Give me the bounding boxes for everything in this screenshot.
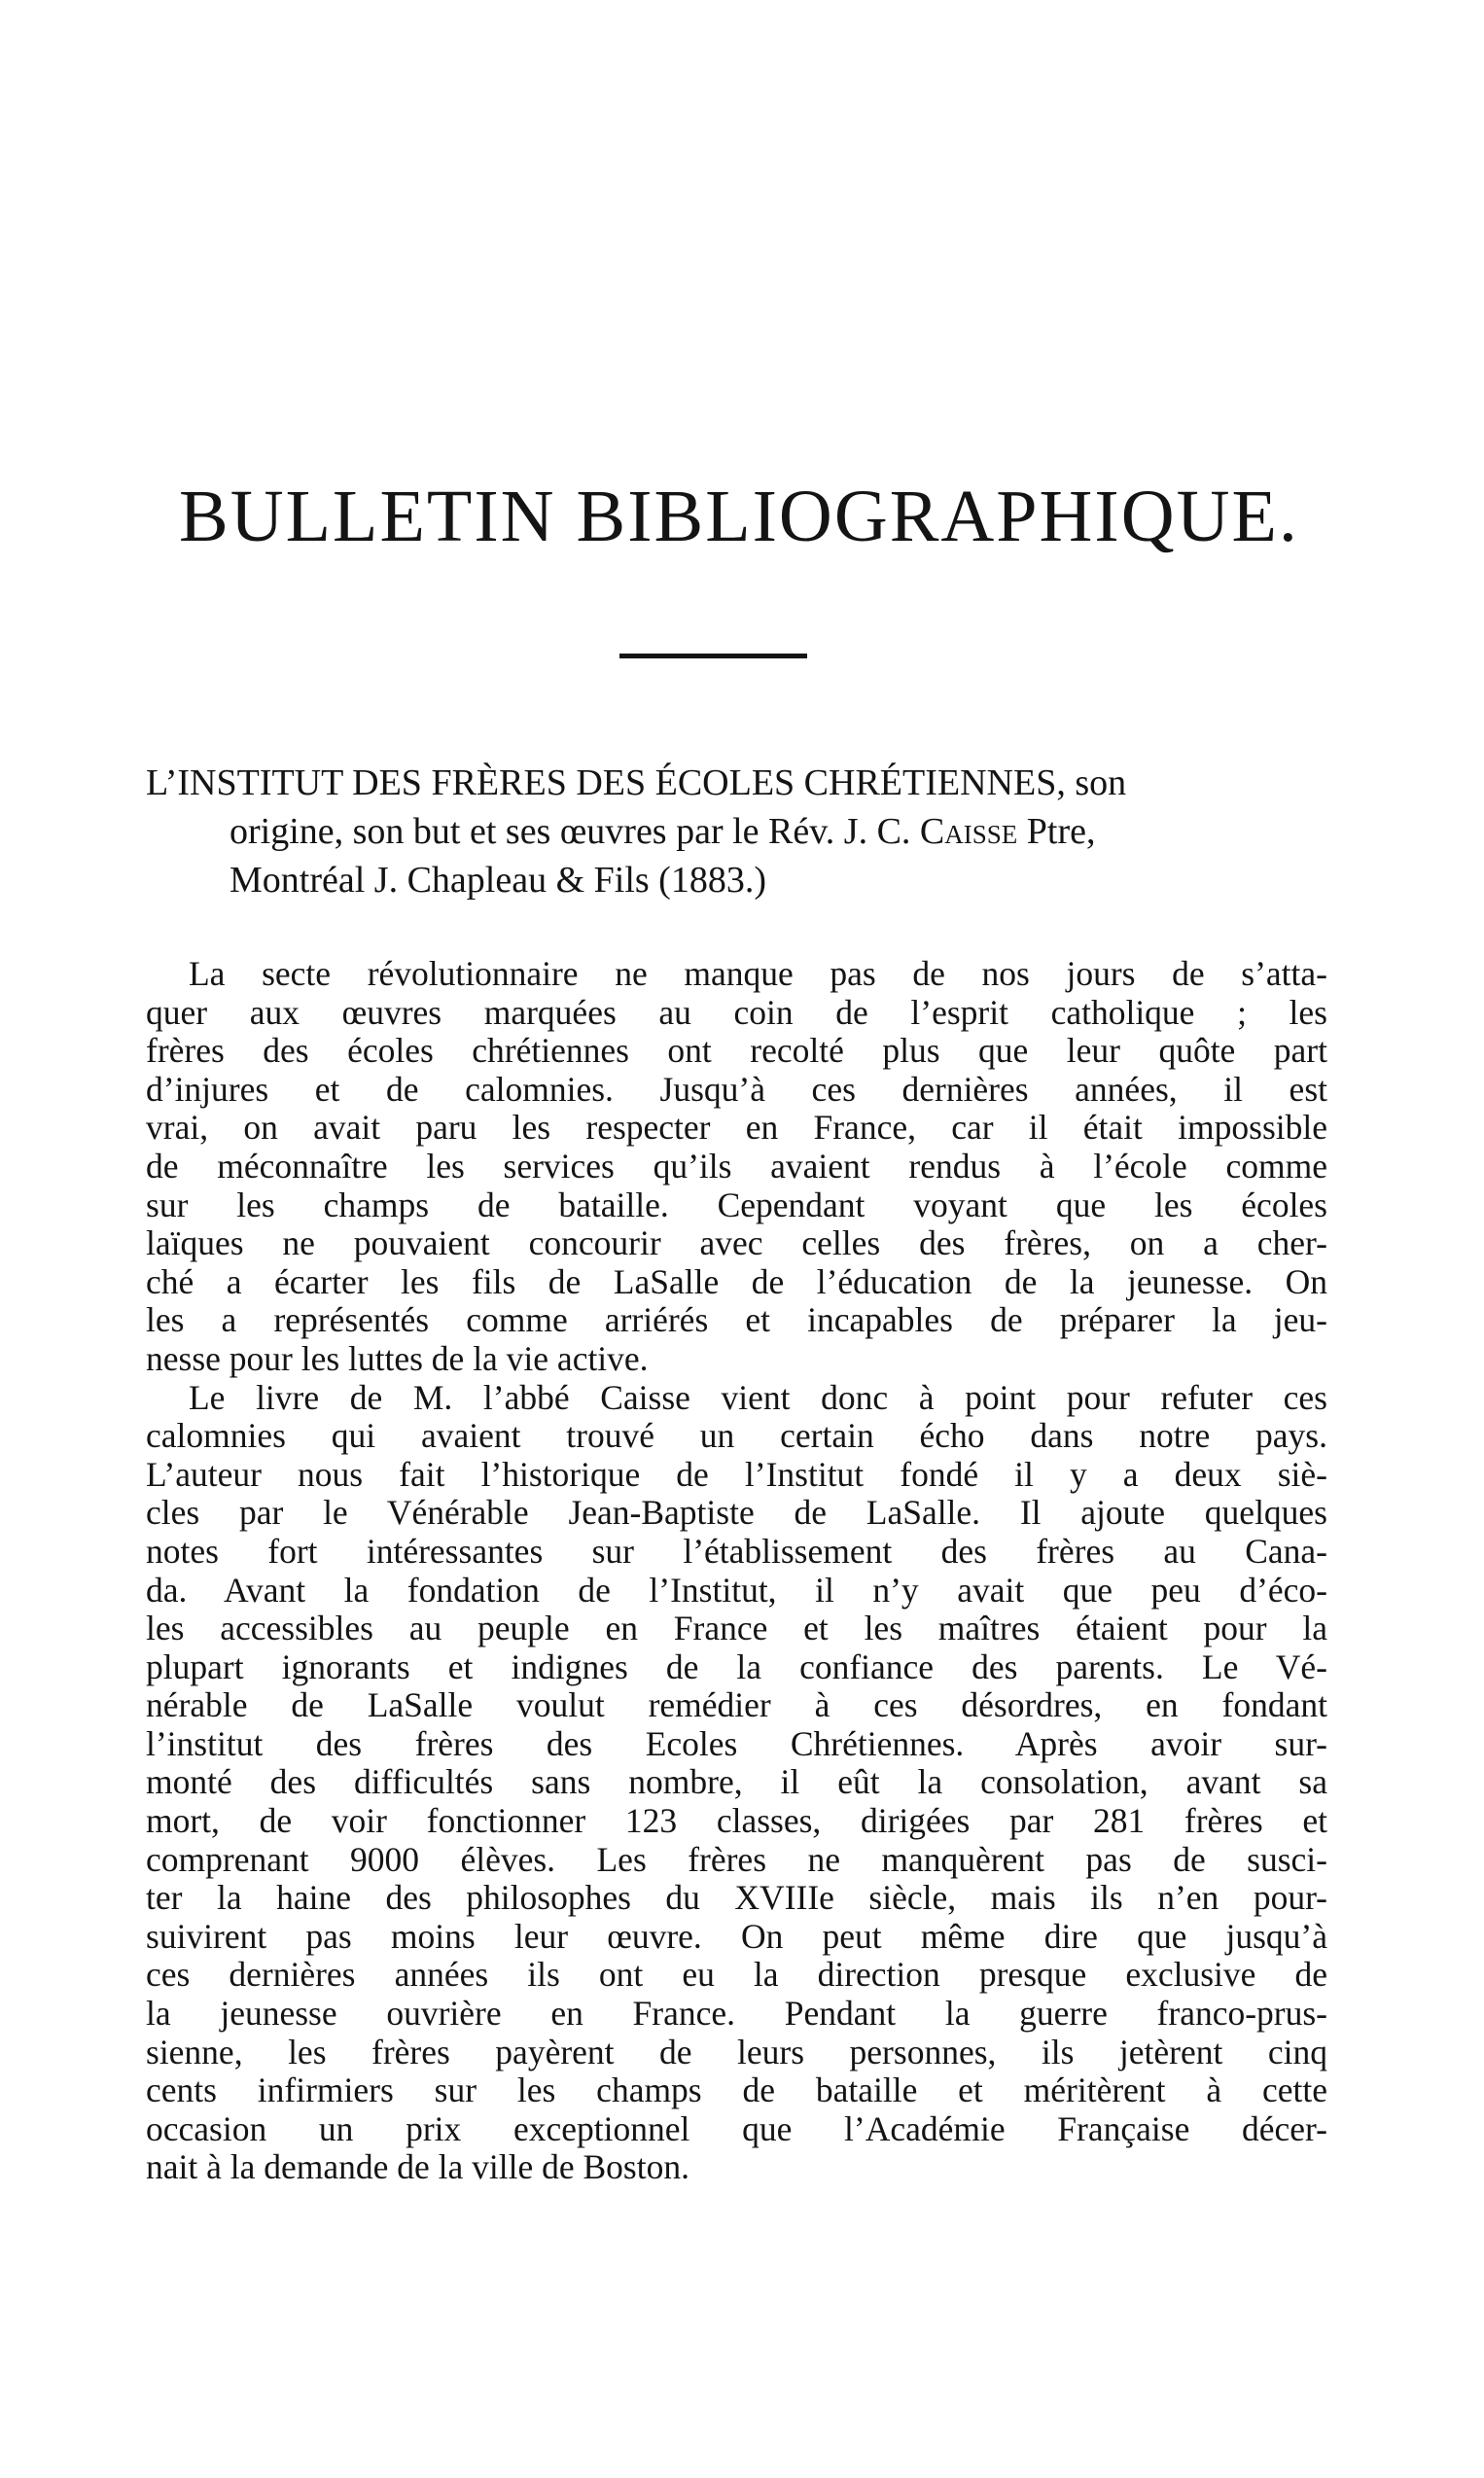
text-line: sur les champs de bataille. Cependant voyant que les écoles <box>146 1185 1327 1224</box>
text-line: monté des difficultés sans nombre, il eût la consolation, avant sa <box>146 1762 1327 1802</box>
text-line: les a représentés comme arriérés et incapables de préparer la jeu- <box>146 1300 1327 1340</box>
text-line: Le livre de M. l’abbé Caisse vient donc à point pour refuter ces <box>189 1377 1327 1417</box>
text-line: plupart ignorants et indignes de la confiance des parents. Le Vé- <box>146 1646 1327 1686</box>
text-line: calomnies qui avaient trouvé un certain écho dans notre pays. <box>146 1416 1327 1456</box>
text-line: cents infirmiers sur les champs de bataille et méritèrent à cette <box>146 2071 1327 2110</box>
paragraph <box>146 955 1327 1379</box>
text-line: l’institut des frères des Ecoles Chrétiennes. Après avoir sur- <box>146 1723 1327 1763</box>
author-suffix: Ptre, <box>1017 811 1096 852</box>
text-line: comprenant 9000 élèves. Les frères ne manquèrent pas de susci- <box>146 1839 1327 1879</box>
text-line: ces dernières années ils ont eu la direction presque exclusive de <box>146 1955 1327 1995</box>
page-title: BULLETIN BIBLIOGRAPHIQUE. <box>179 476 1299 557</box>
text-line: laïques ne pouvaient concourir avec celles des frères, on a cher- <box>146 1223 1327 1263</box>
citation-line: origine, son but et ses œuvres par le Rév. J. C. <box>230 811 911 852</box>
text-line: occasion un prix exceptionnel que l’Académie Française décer- <box>146 2108 1327 2148</box>
text-line: notes fort intéressantes sur l’établissement des frères au Cana- <box>146 1531 1327 1571</box>
title-divider <box>619 654 807 658</box>
text-line: suivirent pas moins leur œuvre. On peut même dire que jusqu’à <box>146 1916 1327 1956</box>
text-line: ter la haine des philosophes du XVIIIe siècle, mais ils n’en pour- <box>146 1878 1327 1918</box>
text-line: la jeunesse ouvrière en France. Pendant la guerre franco-prus- <box>146 1994 1327 2034</box>
citation-line: L’INSTITUT DES FRÈRES DES ÉCOLES CHRÉTIENNES, son <box>146 762 1127 803</box>
text-line: cles par le Vénérable Jean-Baptiste de LaSalle. Il ajoute quelques <box>146 1493 1327 1533</box>
text-line: La secte révolutionnaire ne manque pas de nos jours de s’atta- <box>189 954 1327 993</box>
text-line: vrai, on avait paru les respecter en France, car il était impossible <box>146 1108 1327 1148</box>
text-line: nérable de LaSalle voulut remédier à ces désordres, en fondant <box>146 1685 1327 1725</box>
text-line: les accessibles au peuple en France et les maîtres étaient pour la <box>146 1609 1327 1648</box>
text-line: de méconnaître les services qu’ils avaient rendus à l’école comme <box>146 1146 1327 1186</box>
text-line: L’auteur nous fait l’historique de l’Institut fondé il y a deux siè- <box>146 1454 1327 1494</box>
text-line: nesse pour les luttes de la vie active. <box>146 1338 649 1378</box>
text-line: frères des écoles chrétiennes ont recolté plus que leur quôte part <box>146 1031 1327 1071</box>
text-line: ché a écarter les fils de LaSalle de l’éducation de la jeunesse. On <box>146 1261 1327 1301</box>
text-line: sienne, les frères payèrent de leurs personnes, ils jetèrent cinq <box>146 2032 1327 2071</box>
text-line: d’injures et de calomnies. Jusqu’à ces dernières années, il est <box>146 1069 1327 1109</box>
author-name: Caisse <box>919 811 1018 852</box>
review-body <box>146 955 1327 2187</box>
text-line: mort, de voir fonctionner 123 classes, dirigées par 281 frères et <box>146 1801 1327 1841</box>
citation-line: Montréal J. Chapleau & Fils (1883.) <box>230 860 766 901</box>
text-line: nait à la demande de la ville de Boston. <box>146 2147 689 2187</box>
citation-line-author <box>146 807 1327 856</box>
paragraph <box>146 1379 1327 2187</box>
text-line: da. Avant la fondation de l’Institut, il n’y avait que peu d’éco- <box>146 1570 1327 1610</box>
book-citation <box>146 759 1327 904</box>
text-line: quer aux œuvres marquées au coin de l’esprit catholique ; les <box>146 992 1327 1032</box>
